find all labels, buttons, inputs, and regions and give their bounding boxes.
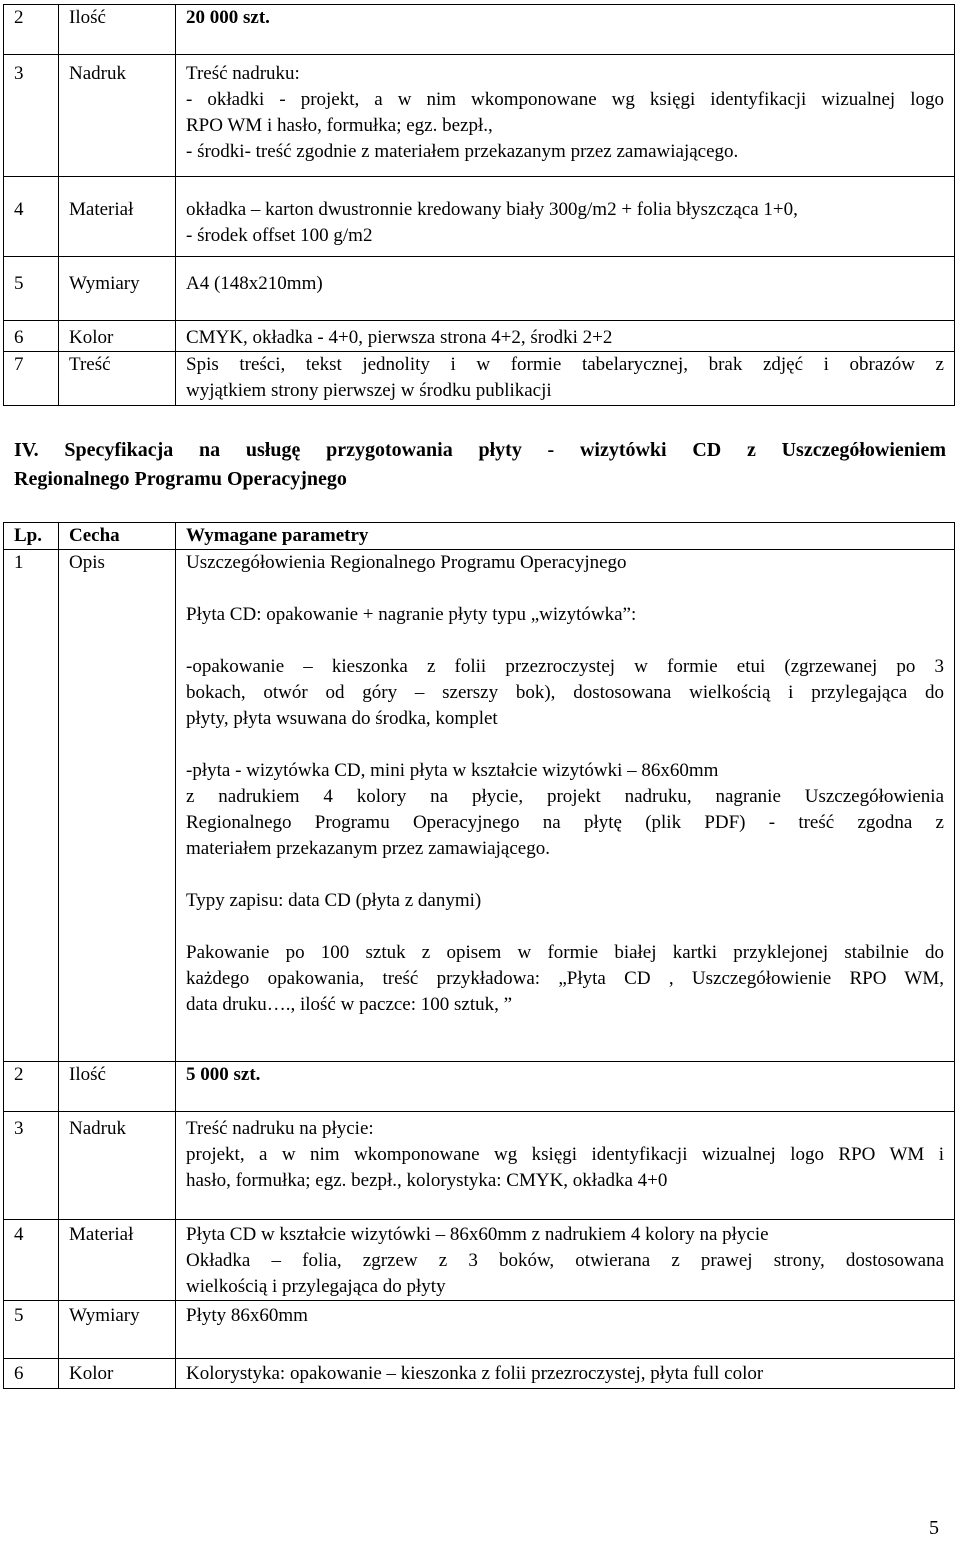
param-line: Płyty 86x60mm	[186, 1305, 308, 1326]
cecha-cell: Wymiary	[59, 1301, 176, 1359]
lp-cell: 7	[4, 352, 59, 406]
param-line: z nadrukiem 4 kolory na płycie, projekt nadruku, nagranie Uszczegółowienia	[186, 786, 944, 807]
param-line: data druku…., ilość w paczce: 100 sztuk, ”	[186, 994, 513, 1015]
params-cell	[176, 1359, 955, 1389]
quantity-value: 20 000 szt.	[186, 7, 270, 28]
param-line: - okładki - projekt, a w nim wkomponowane wg księgi identyfikacji wizualnej logo	[186, 89, 944, 110]
cecha-cell: Materiał	[59, 1220, 176, 1301]
param-line: Pakowanie po 100 sztuk z opisem w formie białej kartki przyklejonej stabilnie do	[186, 942, 944, 963]
param-line: wyjątkiem strony pierwszej w środku publikacji	[186, 380, 552, 401]
description-title: Uszczegółowienia Regionalnego Programu Operacyjnego	[186, 552, 627, 573]
lp-cell: 5	[4, 257, 59, 321]
lp-cell: 6	[4, 321, 59, 352]
lp-cell: 3	[4, 55, 59, 177]
spec-table-1	[3, 4, 955, 406]
table-row	[4, 1112, 955, 1220]
param-line: -opakowanie – kieszonka z folii przezroczystej w formie etui (zgrzewanej po 3	[186, 656, 944, 677]
param-line: CMYK, okładka - 4+0, pierwsza strona 4+2, środki 2+2	[186, 327, 613, 348]
table-row	[4, 1359, 955, 1389]
param-line: materiałem przekazanym przez zamawiającego.	[186, 838, 550, 859]
param-line: Treść nadruku:	[186, 63, 300, 84]
param-line: Regionalnego Programu Operacyjnego na płytę (plik PDF) - treść zgodna z	[186, 812, 944, 833]
params-cell	[176, 321, 955, 352]
table-row	[4, 321, 955, 352]
table-row	[4, 1062, 955, 1112]
param-line: bokach, otwór od góry – szerszy bok), dostosowana wielkością i przylegająca do	[186, 682, 944, 703]
table-row	[4, 352, 955, 406]
lp-cell: 2	[4, 5, 59, 55]
param-line: Kolorystyka: opakowanie – kieszonka z folii przezroczystej, płyta full color	[186, 1363, 764, 1384]
cd-description: Płyta CD: opakowanie + nagranie płyty typu „wizytówka”:	[186, 604, 637, 625]
cecha-cell: Ilość	[59, 5, 176, 55]
param-line: Spis treści, tekst jednolity i w formie tabelarycznej, brak zdjęć i obrazów z	[186, 354, 944, 375]
header-params: Wymagane parametry	[176, 523, 955, 550]
table-row	[4, 55, 955, 177]
params-cell	[176, 177, 955, 257]
param-line: wielkością i przylegająca do płyty	[186, 1276, 446, 1297]
section-heading-line1: IV. Specyfikacja na usługę przygotowania płyty - wizytówki CD z Uszczegółowieniem	[14, 439, 946, 461]
cecha-cell: Wymiary	[59, 257, 176, 321]
params-cell	[176, 55, 955, 177]
table-row	[4, 257, 955, 321]
cecha-cell: Nadruk	[59, 55, 176, 177]
param-line: A4 (148x210mm)	[186, 273, 323, 294]
cecha-cell: Kolor	[59, 1359, 176, 1389]
param-line: hasło, formułka; egz. bezpł., kolorystyka: CMYK, okładka 4+0	[186, 1170, 668, 1191]
table-row	[4, 1301, 955, 1359]
param-line: okładka – karton dwustronnie kredowany biały 300g/m2 + folia błyszcząca 1+0,	[186, 199, 798, 220]
quantity-value: 5 000 szt.	[186, 1064, 261, 1085]
description-cell	[176, 550, 955, 1062]
param-line: -płyta - wizytówka CD, mini płyta w kształcie wizytówki – 86x60mm	[186, 760, 719, 781]
cecha-cell: Nadruk	[59, 1112, 176, 1220]
header-cecha: Cecha	[59, 523, 176, 550]
page-number: 5	[929, 1517, 939, 1539]
cecha-cell: Opis	[59, 550, 176, 1062]
param-line: Okładka – folia, zgrzew z 3 boków, otwierana z prawej strony, dostosowana	[186, 1250, 944, 1271]
param-line: - środek offset 100 g/m2	[186, 225, 373, 246]
table-row	[4, 1220, 955, 1301]
param-line: Płyta CD w kształcie wizytówki – 86x60mm z nadrukiem 4 kolory na płycie	[186, 1224, 769, 1245]
param-line: RPO WM i hasło, formułka; egz. bezpł.,	[186, 115, 493, 136]
table-header-row	[4, 523, 955, 550]
lp-cell: 1	[4, 550, 59, 1062]
params-cell	[176, 1062, 955, 1112]
table-row	[4, 177, 955, 257]
section-heading-line2: Regionalnego Programu Operacyjnego	[14, 468, 347, 490]
cecha-cell: Materiał	[59, 177, 176, 257]
lp-cell: 5	[4, 1301, 59, 1359]
spec-table-2	[3, 522, 955, 1389]
lp-cell: 4	[4, 177, 59, 257]
lp-cell: 4	[4, 1220, 59, 1301]
cecha-cell: Treść	[59, 352, 176, 406]
cecha-cell: Kolor	[59, 321, 176, 352]
cecha-cell: Ilość	[59, 1062, 176, 1112]
params-cell	[176, 1301, 955, 1359]
param-line: płyty, płyta wsuwana do środka, komplet	[186, 708, 498, 729]
param-line: - środki- treść zgodnie z materiałem przekazanym przez zamawiającego.	[186, 141, 739, 162]
header-lp: Lp.	[4, 523, 59, 550]
lp-cell: 2	[4, 1062, 59, 1112]
lp-cell: 6	[4, 1359, 59, 1389]
params-cell	[176, 1112, 955, 1220]
table-row	[4, 550, 955, 1062]
params-cell	[176, 1220, 955, 1301]
param-line: Treść nadruku na płycie:	[186, 1118, 374, 1139]
section-heading	[14, 436, 946, 494]
param-line: każdego opakowania, treść przykładowa: „Płyta CD , Uszczegółowienie RPO WM,	[186, 968, 944, 989]
params-cell	[176, 257, 955, 321]
lp-cell: 3	[4, 1112, 59, 1220]
param-line: projekt, a w nim wkomponowane wg księgi identyfikacji wizualnej logo RPO WM i	[186, 1144, 944, 1165]
param-line: Typy zapisu: data CD (płyta z danymi)	[186, 890, 482, 911]
params-cell	[176, 352, 955, 406]
table-row	[4, 5, 955, 55]
params-cell	[176, 5, 955, 55]
